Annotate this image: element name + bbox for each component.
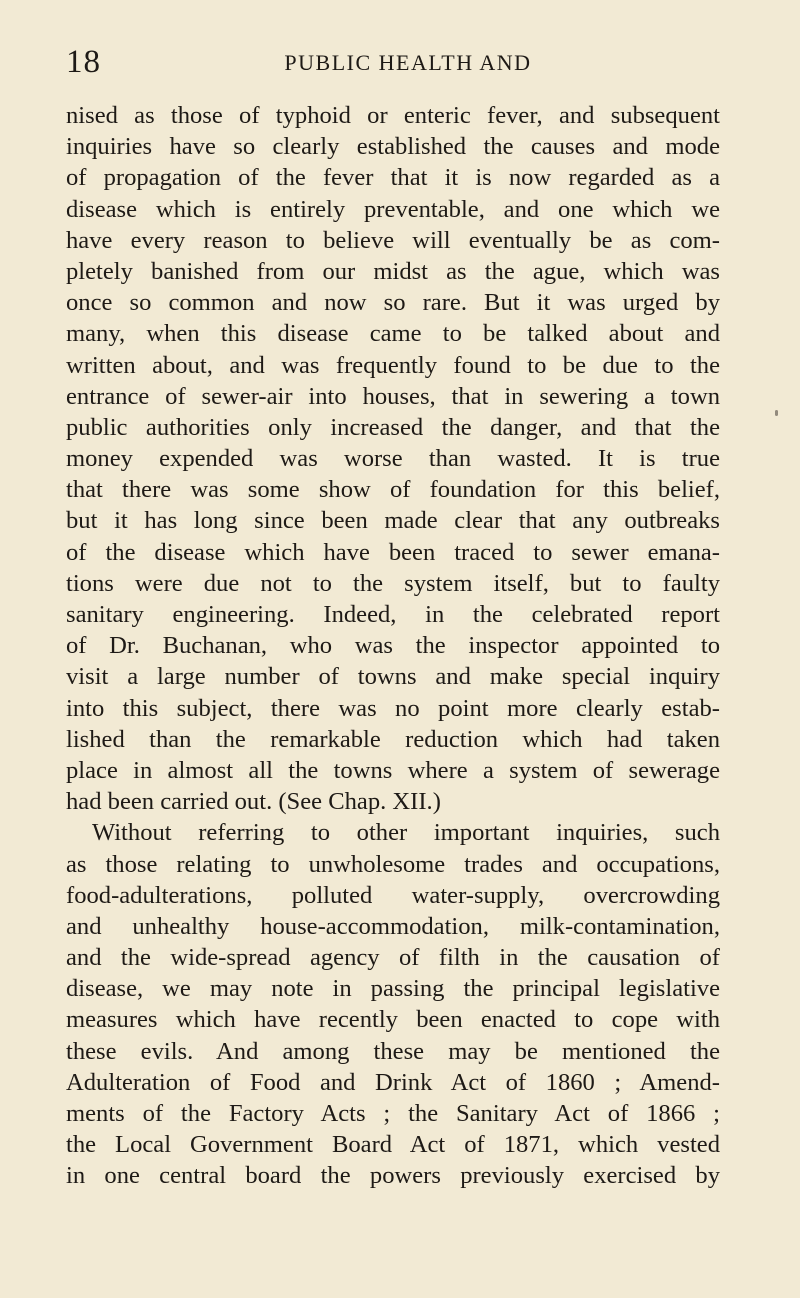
text-line: the Local Government Board Act of 1871, which vested — [66, 1131, 720, 1159]
text-line: of propagation of the fever that it is now regarded as a — [66, 164, 720, 192]
text-line: place in almost all the towns where a system of sewerage — [66, 756, 720, 784]
text-line: that there was some show of foundation for this belief, — [66, 476, 720, 504]
text-line: entrance of sewer-air into houses, that in sewering a town — [66, 382, 720, 410]
text-line: have every reason to believe will eventually be as com- — [66, 226, 720, 254]
text-line: pletely banished from our midst as the ague, which was — [66, 257, 720, 285]
text-line: and the wide-spread agency of filth in the causation of — [66, 944, 720, 972]
text-line: food-adulterations, polluted water-supply, overcrowding — [66, 881, 720, 909]
text-line: disease which is entirely preventable, and one which we — [66, 195, 720, 223]
text-line: but it has long since been made clear that any outbreaks — [66, 507, 720, 535]
body-text — [66, 100, 720, 1192]
paragraph-end-line: had been carried out. (See Chap. XII.) — [66, 788, 441, 816]
text-line: measures which have recently been enacted to cope with — [66, 1006, 720, 1034]
text-line: of the disease which have been traced to sewer emana- — [66, 538, 720, 566]
paragraph-start-line: Without referring to other important inquiries, such — [92, 819, 720, 847]
text-line: lished than the remarkable reduction which had taken — [66, 725, 720, 753]
text-line: money expended was worse than wasted. It is true — [66, 445, 720, 473]
text-line: of Dr. Buchanan, who was the inspector appointed to — [66, 632, 720, 660]
margin-speck — [775, 410, 778, 416]
text-line: disease, we may note in passing the principal legislative — [66, 975, 720, 1003]
running-title: PUBLIC HEALTH AND — [284, 50, 532, 75]
text-line: written about, and was frequently found to be due to the — [66, 351, 720, 379]
text-line: tions were due not to the system itself, but to faulty — [66, 569, 720, 597]
text-line: ments of the Factory Acts ; the Sanitary Act of 1866 ; — [66, 1100, 720, 1127]
text-line: once so common and now so rare. But it was urged by — [66, 289, 720, 317]
text-line: as those relating to unwholesome trades and occupations, — [66, 850, 720, 878]
text-line: Adulteration of Food and Drink Act of 1860 ; Amend- — [66, 1068, 720, 1096]
text-line: and unhealthy house-accommodation, milk-contamination, — [66, 912, 720, 940]
text-line: many, when this disease came to be talked about and — [66, 320, 720, 348]
text-line: these evils. And among these may be mentioned the — [66, 1037, 720, 1065]
text-line: into this subject, there was no point more clearly estab- — [66, 694, 720, 722]
text-line: sanitary engineering. Indeed, in the celebrated report — [66, 601, 720, 628]
text-line: visit a large number of towns and make special inquiry — [66, 663, 720, 691]
text-line: nised as those of typhoid or enteric fever, and subsequent — [66, 102, 720, 129]
page-number: 18 — [66, 44, 101, 80]
text-line: public authorities only increased the danger, and that the — [66, 413, 720, 441]
running-head — [66, 42, 710, 82]
text-line: in one central board the powers previously exercised by — [66, 1162, 720, 1190]
text-line: inquiries have so clearly established the causes and mode — [66, 133, 720, 161]
